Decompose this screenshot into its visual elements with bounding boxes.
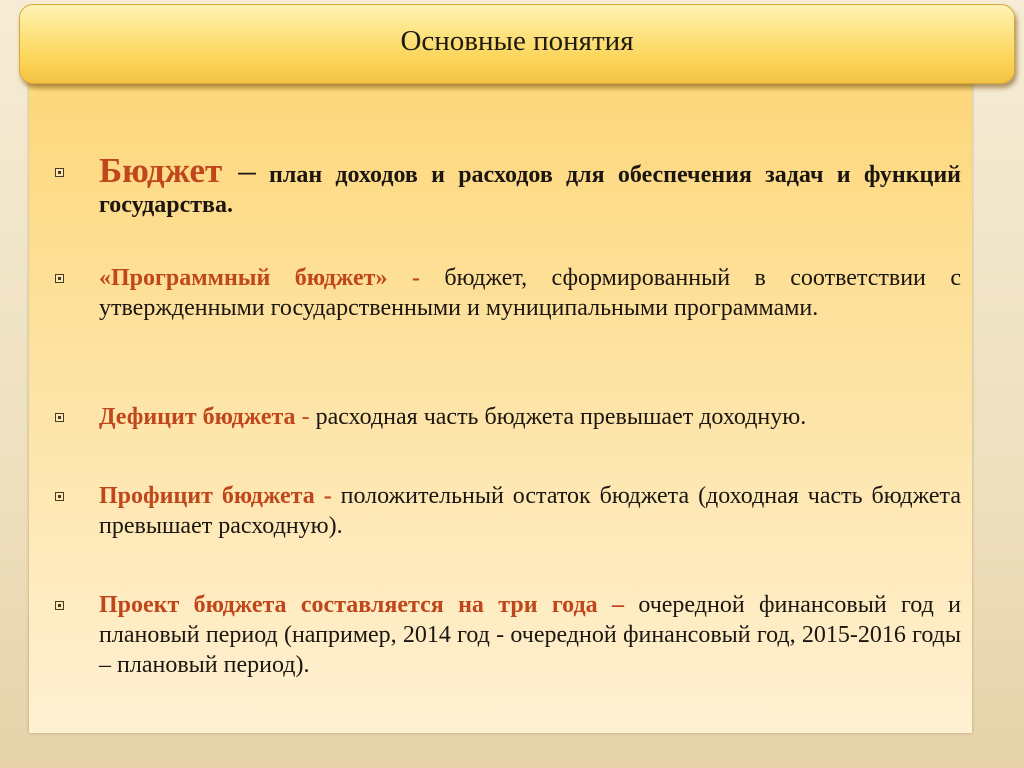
term-program-budget: «Программный бюджет» bbox=[99, 265, 388, 291]
term-budget: Бюджет bbox=[99, 151, 223, 190]
bullet-text bbox=[99, 263, 961, 323]
title-bar bbox=[19, 4, 1015, 84]
term-budget-draft: Проект бюджета составляется на три года – bbox=[99, 592, 624, 618]
term-separator: – bbox=[222, 151, 256, 190]
square-bullet-icon bbox=[55, 168, 64, 177]
term-surplus: Профицит бюджета - bbox=[99, 483, 332, 509]
term-deficit: Дефицит бюджета bbox=[99, 404, 296, 430]
definition-budget-draft: очередной финансовый год и плановый период (например, 2014 год - очередной финансовый год, 2015-2016 годы – плановый период). bbox=[99, 592, 961, 678]
slide-title: Основные понятия bbox=[400, 24, 634, 57]
bullet-text bbox=[99, 402, 961, 432]
square-bullet-icon bbox=[55, 274, 64, 283]
definition-surplus: положительный остаток бюджета (доходная часть бюджета превышает расходную). bbox=[99, 483, 961, 539]
definition-deficit: расходная часть бюджета превышает доходную. bbox=[309, 404, 807, 430]
square-bullet-icon bbox=[55, 492, 64, 501]
bullet-text bbox=[99, 590, 961, 680]
square-bullet-icon bbox=[55, 601, 64, 610]
definition-budget: план доходов и расходов для обеспечения задач и функций государства. bbox=[99, 162, 962, 218]
term-separator: - bbox=[387, 265, 420, 291]
definition-program-budget: бюджет, сформированный в соответствии с утвержденными государственными и муниципальными программами. bbox=[99, 265, 961, 321]
term-separator: - bbox=[295, 404, 310, 430]
bullet-text bbox=[99, 481, 961, 541]
square-bullet-icon bbox=[55, 413, 64, 422]
bullet-text bbox=[99, 151, 962, 220]
